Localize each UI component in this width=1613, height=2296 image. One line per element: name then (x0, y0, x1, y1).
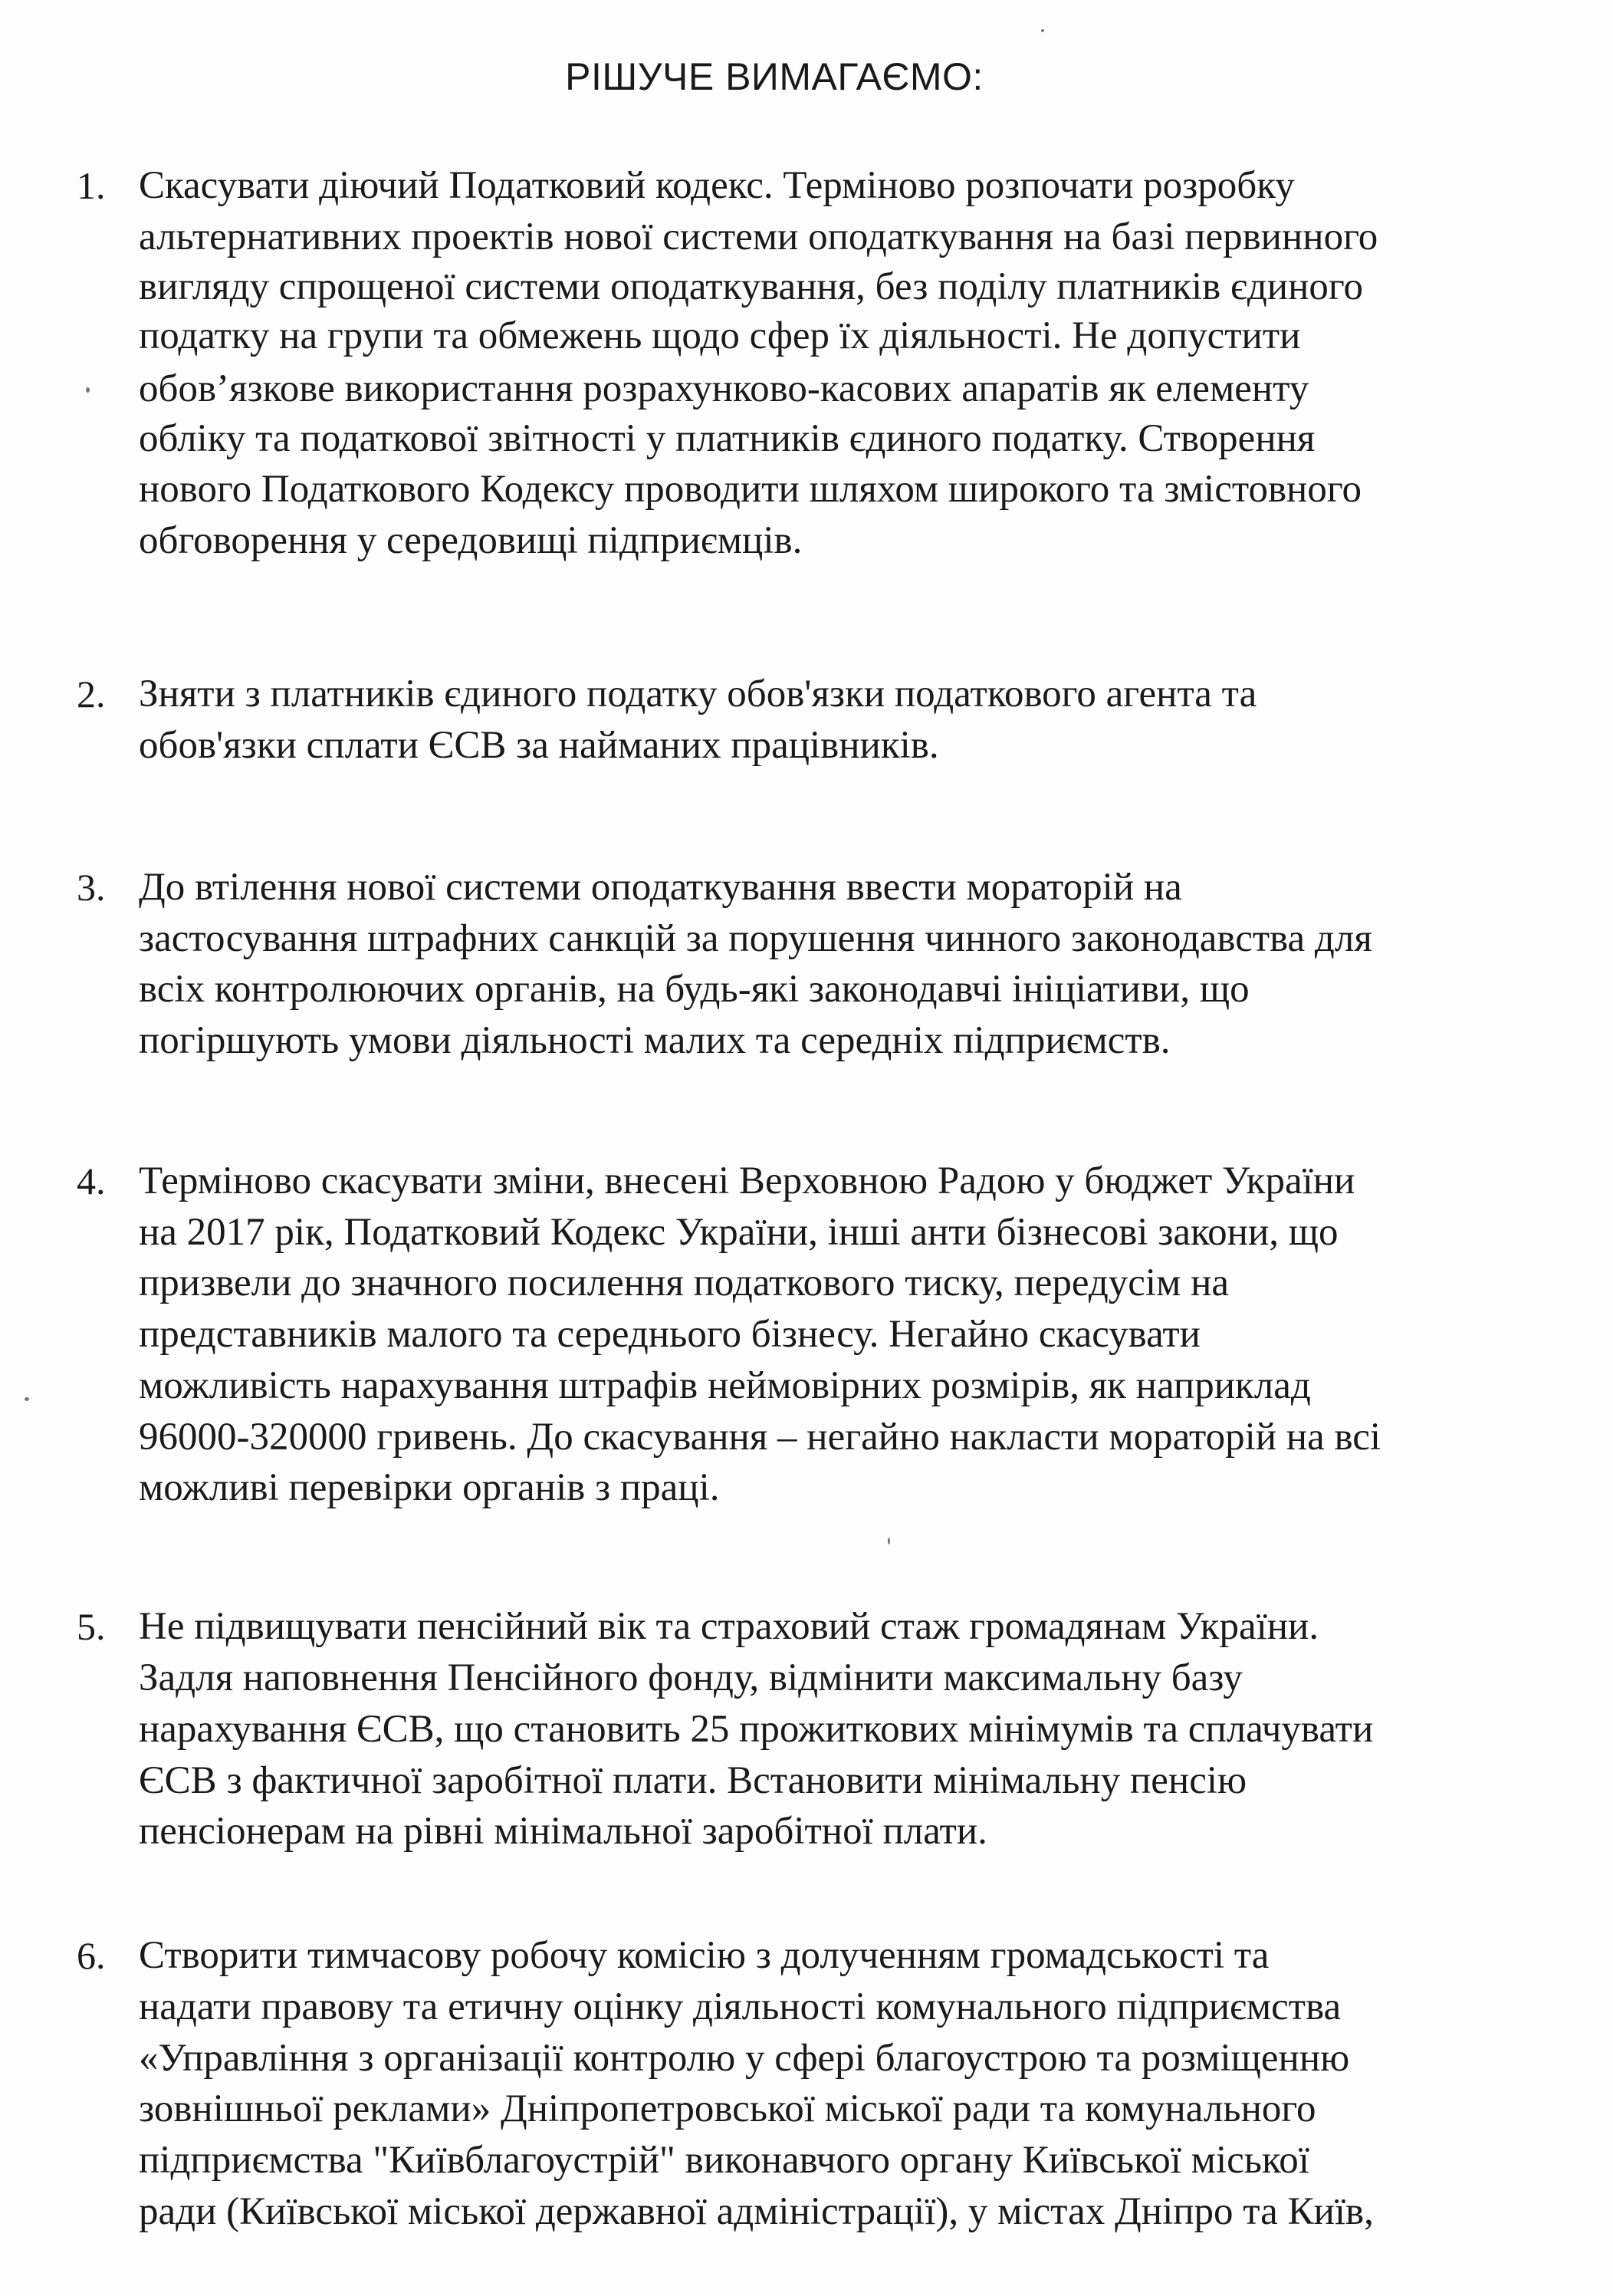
item-text-line: призвели до значного посилення податкового тиску, передусім на (139, 1261, 1230, 1304)
item-text-line: альтернативних проектів нової системи оподаткування на базі первинного (139, 215, 1378, 258)
item-number: 6. (77, 1934, 106, 1977)
item-text-line: обліку та податкової звітності у платників єдиного податку. Створення (139, 417, 1316, 460)
item-number: 4. (77, 1160, 106, 1202)
item-text-line: погіршують умови діяльності малих та середніх підприємств. (139, 1019, 1171, 1062)
item-text-line: податку на групи та обмежень щодо сфер їх діяльності. Не допустити (139, 314, 1301, 357)
item-text-line: всіх контролюючих органів, на будь-які законодавчі ініціативи, що (139, 968, 1250, 1011)
item-text-line: 96000-320000 гривень. До скасування – негайно накласти мораторій на всі (139, 1416, 1381, 1459)
item-text-line: представників малого та середнього бізнесу. Негайно скасувати (139, 1313, 1201, 1356)
item-number: 3. (77, 866, 106, 909)
document-title: РІШУЧЕ ВИМАГАЄМО: (565, 55, 984, 98)
item-text-line: «Управління з організації контролю у сфері благоустрою та розміщенню (139, 2037, 1350, 2080)
item-text-line: До втілення нової системи оподаткування ввести мораторій на (139, 866, 1182, 909)
scan-speck (888, 1538, 890, 1544)
item-text-line: нарахування ЄСВ, що становить 25 прожиткових мінімумів та сплачувати (139, 1708, 1374, 1751)
item-number: 5. (77, 1605, 106, 1648)
item-text-line: ЄСВ з фактичної заробітної плати. Встановити мінімальну пенсію (139, 1759, 1247, 1802)
item-text-line: Створити тимчасову робочу комісію з долученням громадськості та (139, 1934, 1270, 1977)
item-text-line: на 2017 рік, Податковий Кодекс України, інші анти бізнесові закони, що (139, 1211, 1339, 1254)
item-text-line: Зняти з платників єдиного податку обов'язки податкового агента та (139, 673, 1257, 715)
item-text-line: зовнішньої реклами» Дніпропетровської міської ради та комунального (139, 2087, 1316, 2130)
item-text-line: підприємства "Київблагоустрій" виконавчого органу Київської міської (139, 2139, 1309, 2182)
scan-speck (25, 1397, 29, 1401)
item-text-line: нового Податкового Кодексу проводити шляхом широкого та змістовного (139, 468, 1362, 511)
item-number: 1. (77, 164, 106, 207)
scan-speck (1041, 29, 1044, 32)
item-number: 2. (77, 673, 106, 715)
item-text-line: надати правову та етичну оцінку діяльності комунального підприємства (139, 1985, 1342, 2028)
item-text-line: Скасувати діючий Податковий кодекс. Терміново розпочати розробку (139, 164, 1295, 207)
scan-speck (86, 387, 90, 393)
item-text-line: вигляду спрощеної системи оподаткування, без поділу платників єдиного (139, 265, 1364, 308)
item-text-line: застосування штрафних санкцій за порушення чинного законодавства для (139, 917, 1372, 960)
item-text-line: Терміново скасувати зміни, внесені Верховною Радою у бюджет України (139, 1160, 1355, 1202)
item-text-line: Не підвищувати пенсійний вік та страховий стаж громадянам України. (139, 1605, 1319, 1648)
item-text-line: можливість нарахування штрафів неймовірних розмірів, як наприклад (139, 1364, 1311, 1407)
item-text-line: обов'язки сплати ЄСВ за найманих працівників. (139, 724, 939, 767)
item-text-line: пенсіонерам на рівні мінімальної заробітної плати. (139, 1810, 987, 1853)
item-text-line: обговорення у середовищі підприємців. (139, 519, 803, 562)
item-text-line: обов’язкове використання розрахунково-касових апаратів як елементу (139, 367, 1309, 410)
item-text-line: можливі перевірки органів з праці. (139, 1466, 720, 1509)
item-text-line: ради (Київської міської державної адміністрації), у містах Дніпро та Київ, (139, 2190, 1374, 2233)
item-text-line: Задля наповнення Пенсійного фонду, відмінити максимальну базу (139, 1656, 1243, 1699)
